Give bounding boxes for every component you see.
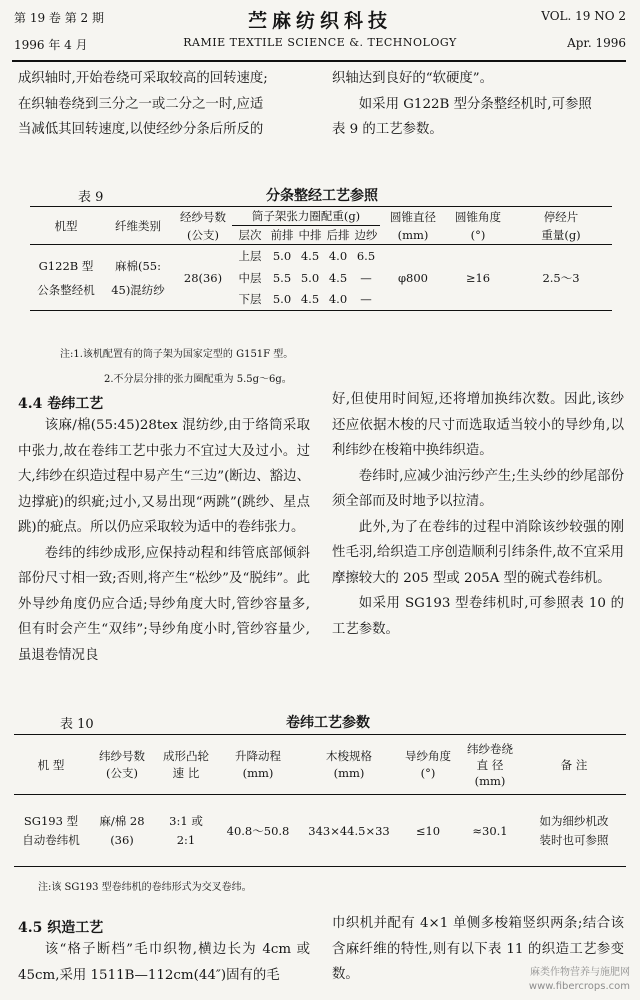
paragraph: 卷纬时,应减少油污纱产生;生头纱的纱尾部份须全部而及时地予以拉清。 [332, 468, 624, 509]
watermark-line: www.fibercrops.com [528, 981, 630, 992]
table-cell: 5.5 [272, 270, 292, 285]
table10-header-shuttle: 木梭规格 (mm) [300, 735, 398, 795]
table9-title: 分条整经工艺参照 [266, 188, 378, 204]
header-rule [12, 60, 626, 62]
table10-header-cam: 成形凸轮 速 比 [156, 735, 216, 795]
table10-header-diameter: 纬纱卷绕 直 径 (mm) [458, 735, 522, 795]
table-cell: — [360, 292, 372, 307]
text-line: 织轴达到良好的“软硬度”。 [332, 71, 493, 86]
journal-title-en: RAMIE TEXTILE SCIENCE &. TECHNOLOGY [183, 36, 457, 49]
table-cell: 中层 [238, 270, 262, 285]
table10-header-note: 备 注 [522, 735, 626, 795]
table-cell: 5.0 [272, 248, 292, 263]
table10-model: SG193 型 自动卷纬机 [22, 813, 80, 847]
header-volume-cn: 第 19 卷 第 2 期 [14, 11, 104, 25]
top-right-column [332, 66, 624, 143]
paragraph: 该麻/棉(55:45)28tex 混纺纱,由于络筒采取中张力,故在卷纬工艺中张力不宜过大及过小。过大,纬纱在织造过程中易产生“三边”(断边、豁边、边撑疵)的织疵;过小,又易出现“两跳”(跳纱、星点跳)的疵点。所以仍应采取较为适中的卷纬张力。 [18, 418, 310, 535]
table10-header-count: 纬纱号数 (公支) [88, 735, 156, 795]
table10-header-model: 机 型 [14, 735, 88, 795]
watermark-line: 麻类作物营养与施肥网 [530, 967, 630, 978]
table10-angle: ≤10 [415, 823, 441, 838]
table-cell: — [360, 270, 372, 285]
table-row [14, 795, 626, 867]
table-cell: 5.0 [300, 270, 320, 285]
table10 [14, 734, 626, 867]
paragraph: 好,但使用时间短,还将增加换纬次数。因此,该纱还应依据木梭的尺寸而选取适当较小的导纱角,以利纬纱在梭箱中换纬织造。 [332, 392, 624, 458]
table9-sub-middle: 中排 [296, 226, 324, 245]
section-4-4-left-column [18, 413, 310, 668]
table-cell: 6.5 [356, 248, 376, 263]
table9 [30, 206, 612, 311]
table-cell: 4.5 [300, 248, 320, 263]
table9-header-count: 经纱号数 (公支) [174, 207, 232, 245]
table-cell: 4.0 [328, 248, 348, 263]
table9-sub-front: 前排 [268, 226, 296, 245]
table10-note: 如为细纱机改 装时也可参照 [539, 813, 609, 847]
table9-header-diameter: 圆锥直径 (mm) [380, 207, 446, 245]
table10-header-stroke: 升降动程 (mm) [216, 735, 300, 795]
section-4-4-right-column [332, 387, 624, 642]
table9-header-fiber: 纤维类别 [102, 207, 174, 245]
table9-note-2: 2.不分层分排的张力圈配重为 5.5g～6g。 [104, 374, 292, 385]
paragraph: 卷纬的纬纱成形,应保持动程和纬管底部倾斜部份尺寸相一致;否则,将产生“松纱”及“脱纬”。此外导纱角度仍应合适;导纱角度大时,管纱容量多,但有时会产生“双纬”;导纱角度小时,管纱容量少,虽退卷情况良 [18, 545, 310, 663]
table9-label: 表 9 [78, 190, 104, 205]
header-date-cn: 1996 年 4 月 [14, 38, 88, 52]
table10-stroke: 40.8～50.8 [226, 823, 290, 838]
section-4-5-left-column [18, 937, 310, 988]
paragraph: 该“格子断档”毛巾织物,横边长为 4cm 或 45cm,采用 1511B—112cm(44″)固有的毛 [18, 942, 310, 983]
text-line: 如采用 G122B 型分条整经机时,可参照 [358, 96, 592, 112]
journal-title-cn: 苎麻纺织科技 [247, 10, 392, 32]
section-4-5-title: 4.5 织造工艺 [18, 920, 104, 936]
text-line: 在织轴卷绕到三分之一或二分之一时,应适 [18, 96, 264, 112]
table9-header-tension: 筒子架张力圈配重(g) [232, 207, 380, 226]
table9-model: G122B 型 公条整经机 [37, 258, 95, 297]
text-line: 当减低其回转速度,以使经纱分条后所反的 [18, 122, 264, 137]
table-cell: 4.0 [328, 292, 348, 307]
paragraph: 此外,为了在卷纬的过程中消除该纱较强的刚性毛羽,给织造工序创造顺利引纬条件,故不宜采用摩擦较大的 205 型或 205A 型的碗式卷纬机。 [332, 519, 624, 586]
table9-diameter: φ800 [397, 270, 428, 285]
table-cell: 4.5 [328, 270, 348, 285]
table10-count: 麻/棉 28 (36) [99, 813, 145, 847]
table-cell: 上层 [238, 248, 262, 263]
text-line: 表 9 的工艺参数。 [332, 122, 443, 137]
table9-sub-edge: 边纱 [352, 226, 380, 245]
table9-header-angle: 圆锥角度 (°) [446, 207, 510, 245]
table-cell: 5.0 [272, 292, 292, 307]
section-4-4-title: 4.4 卷纬工艺 [18, 396, 104, 412]
table9-angle: ≥16 [465, 270, 491, 285]
table-row [30, 245, 612, 267]
paragraph: 巾织机并配有 4×1 单侧多梭箱竖织两条;结合该含麻纤维的特性,则有以下表 11 的织造工艺参变数。 [332, 916, 624, 982]
table-cell: 下层 [238, 292, 262, 307]
header-date-en: Apr. 1996 [567, 36, 626, 50]
table10-footnote: 注:该 SG193 型卷纬机的卷纬形式为交叉卷纬。 [38, 882, 252, 893]
table10-diameter: ≈30.1 [472, 823, 508, 838]
table10-header-angle: 导纱角度 (°) [398, 735, 458, 795]
table9-count: 28(36) [183, 270, 223, 285]
table9-note-1: 注:1.该机配置有的筒子架为国家定型的 G151F 型。 [60, 349, 294, 360]
table10-cam: 3:1 或 2:1 [169, 813, 203, 847]
text-line: 成织轴时,开始卷绕可采取较高的回转速度; [18, 71, 268, 86]
watermark [529, 966, 630, 994]
header-volume-en: VOL. 19 NO 2 [541, 9, 626, 23]
table9-fiber: 麻棉(55: 45)混纺纱 [111, 258, 165, 297]
table10-shuttle: 343×44.5×33 [308, 823, 390, 838]
table9-sub-layer: 层次 [232, 226, 268, 245]
top-left-column [18, 66, 310, 143]
table10-label: 表 10 [60, 717, 94, 732]
table9-sub-back: 后排 [324, 226, 352, 245]
table9-header-model: 机型 [30, 207, 102, 245]
table10-title: 卷纬工艺参数 [286, 715, 370, 731]
table-cell: 4.5 [300, 292, 320, 307]
table9-header-stop: 停经片 重量(g) [510, 207, 612, 245]
table9-stop: 2.5～3 [542, 270, 580, 285]
paragraph: 如采用 SG193 型卷纬机时,可参照表 10 的工艺参数。 [332, 596, 624, 637]
